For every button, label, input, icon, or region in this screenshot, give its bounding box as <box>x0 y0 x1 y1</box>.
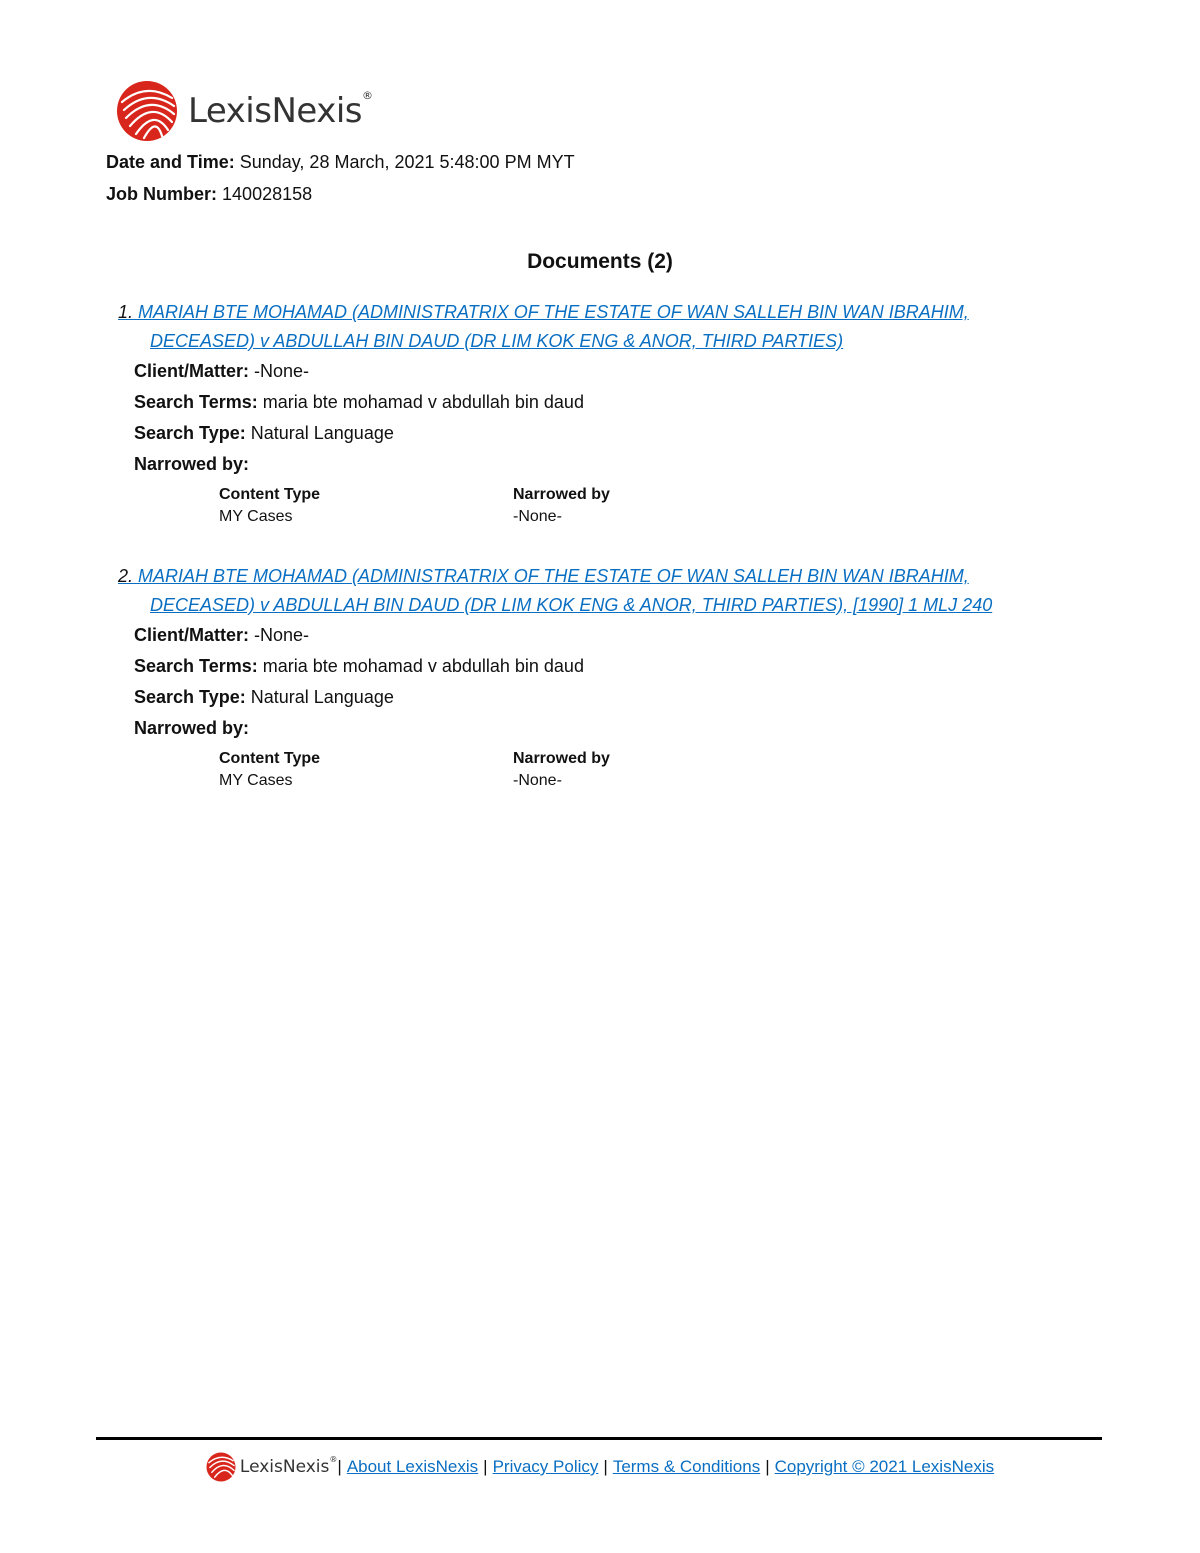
narrowed-by-row: Narrowed by: <box>134 454 250 474</box>
content-type-value: MY Cases <box>219 508 293 525</box>
documents-heading: Documents (2) <box>527 250 673 273</box>
privacy-policy-link[interactable]: Privacy Policy <box>492 1457 599 1476</box>
narrowed-by-header: Narrowed by <box>513 486 610 503</box>
narrowed-by-header: Narrowed by <box>513 750 610 767</box>
content-type-header: Content Type <box>219 750 321 767</box>
brand-name: LexisNexis® <box>188 89 373 131</box>
footer-divider <box>96 1437 1102 1440</box>
narrowed-by-table <box>219 484 1098 528</box>
job-value: 140028158 <box>222 184 313 204</box>
narrowed-by-value: -None- <box>513 772 562 789</box>
narrowed-by-table <box>219 748 1098 792</box>
search-type-row: Search Type: Natural Language <box>134 687 394 707</box>
document-link[interactable]: 2. MARIAH BTE MOHAMAD (ADMINISTRATRIX OF THE ESTATE OF WAN SALLEH BIN WAN IBRAHIM, DECEASED) v ABDULLAH BIN DAUD (DR LIM KOK ENG & ANOR, THIRD PARTIES), [1990] 1 MLJ 240 <box>118 566 993 615</box>
date-label: Date and Time: <box>106 152 235 172</box>
footer: LexisNexis® | About LexisNexis | Privacy Policy | Terms & Conditions | Copyright © 2021 LexisNexis <box>0 1452 1200 1482</box>
search-type-row: Search Type: Natural Language <box>134 423 394 443</box>
terms-conditions-link[interactable]: Terms & Conditions <box>612 1457 761 1476</box>
document-number: 2. <box>118 566 134 586</box>
document-title <box>118 562 1098 620</box>
document-title <box>118 298 1098 356</box>
job-number-row <box>106 184 312 205</box>
client-matter-row: Client/Matter: -None- <box>134 361 310 381</box>
client-matter-row: Client/Matter: -None- <box>134 625 310 645</box>
footer-logo: LexisNexis® <box>206 1452 338 1482</box>
document-item <box>118 298 1098 528</box>
date-time-row <box>106 152 575 173</box>
narrowed-by-value: -None- <box>513 508 562 525</box>
narrowed-by-row: Narrowed by: <box>134 718 250 738</box>
document-number: 1. <box>118 302 134 322</box>
about-link[interactable]: About LexisNexis <box>346 1457 479 1476</box>
date-value: Sunday, 28 March, 2021 5:48:00 PM MYT <box>239 152 575 172</box>
document-item <box>118 562 1098 792</box>
content-type-header: Content Type <box>219 486 321 503</box>
lexisnexis-globe-icon <box>116 80 178 142</box>
search-terms-row: Search Terms: maria bte mohamad v abdullah bin daud <box>134 392 584 412</box>
document-link[interactable]: 1. MARIAH BTE MOHAMAD (ADMINISTRATRIX OF THE ESTATE OF WAN SALLEH BIN WAN IBRAHIM, DECEASED) v ABDULLAH BIN DAUD (DR LIM KOK ENG & ANOR, THIRD PARTIES) <box>118 302 969 351</box>
lexisnexis-globe-icon <box>206 1452 236 1482</box>
content-type-value: MY Cases <box>219 772 293 789</box>
copyright-link[interactable]: Copyright © 2021 LexisNexis <box>774 1457 995 1476</box>
lexisnexis-logo <box>116 80 372 142</box>
job-label: Job Number: <box>106 184 218 204</box>
search-terms-row: Search Terms: maria bte mohamad v abdullah bin daud <box>134 656 584 676</box>
